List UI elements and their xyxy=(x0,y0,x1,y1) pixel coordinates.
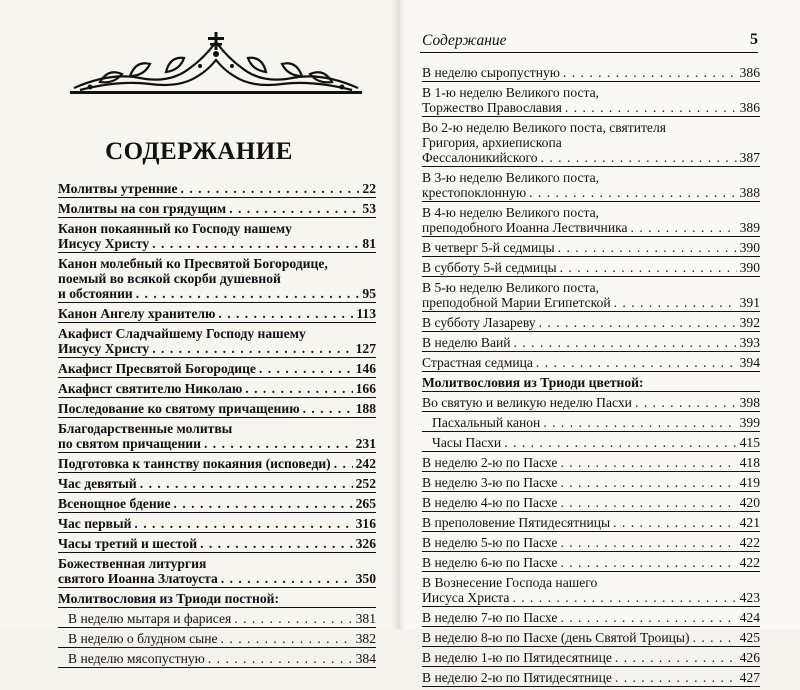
toc-entry xyxy=(58,516,376,533)
toc-entry-text: Последование ко святому причащению xyxy=(58,401,300,416)
toc-entry xyxy=(58,611,376,628)
toc-page-number: 252 xyxy=(355,476,376,491)
toc-entry-text: преподобной Марии Египетской xyxy=(422,295,611,310)
dot-leader xyxy=(200,536,353,551)
dot-leader xyxy=(140,476,353,491)
dot-leader xyxy=(560,455,736,470)
toc-entry xyxy=(422,415,760,432)
toc-entry xyxy=(422,65,760,82)
toc-entry-text: В неделю 8-ю по Пасхе (день Святой Троицы) xyxy=(422,630,690,645)
dot-leader xyxy=(615,670,737,685)
toc-entry-text: В неделю мытаря и фарисея xyxy=(68,611,232,626)
dot-leader xyxy=(615,650,737,665)
toc-entry-text: Божественная литургия xyxy=(58,556,207,571)
toc-entry-text: Во 2-ю неделю Великого поста, святителя xyxy=(422,120,666,135)
headpiece-ornament xyxy=(70,32,362,94)
dot-leader xyxy=(558,240,737,255)
toc-title: СОДЕРЖАНИЕ xyxy=(105,138,293,165)
dot-leader xyxy=(560,475,736,490)
toc-entry-text: Канон покаянный ко Господу нашему xyxy=(58,221,292,236)
toc-entry xyxy=(58,631,376,648)
toc-page-number: 146 xyxy=(355,361,376,376)
toc-entry-text: поемый во всякой скорби душевной xyxy=(58,271,281,286)
dot-leader xyxy=(560,495,736,510)
toc-page-number: 421 xyxy=(739,515,760,530)
toc-entry xyxy=(422,315,760,332)
toc-entry xyxy=(422,610,760,627)
running-head xyxy=(420,30,758,53)
toc-page-number: 265 xyxy=(355,496,376,511)
running-head-title: Содержание xyxy=(422,32,507,49)
toc-entry xyxy=(58,496,376,513)
toc-entry-text: Пасхальный канон xyxy=(432,415,541,430)
toc-entry-text: крестопоклонную xyxy=(422,185,527,200)
right-page xyxy=(398,0,800,685)
toc-page-number: 394 xyxy=(739,355,760,370)
toc-page-number: 425 xyxy=(739,630,760,645)
dot-leader xyxy=(181,181,360,196)
toc-entry xyxy=(58,221,376,253)
toc-page-number: 166 xyxy=(355,381,376,396)
toc-entry xyxy=(422,335,760,352)
toc-entry-text: преподобного Иоанна Лествичника xyxy=(422,220,628,235)
toc-page-number: 427 xyxy=(739,670,760,685)
toc-entry-text: Молитвословия из Триоди постной: xyxy=(58,591,279,606)
toc-entry-text: В 4-ю неделю Великого поста, xyxy=(422,205,600,220)
toc-entry xyxy=(422,355,760,372)
toc-entry-text: Час девятый xyxy=(58,476,137,491)
toc-entry-text: В субботу Лазареву xyxy=(422,315,536,330)
toc-page-number: 386 xyxy=(739,65,760,80)
toc-page-number: 390 xyxy=(739,260,760,275)
dot-leader xyxy=(631,220,737,235)
toc-entry-text: В четверг 5-й седмицы xyxy=(422,240,555,255)
toc-entry xyxy=(58,556,376,588)
toc-entry-text: В неделю сыропустную xyxy=(422,65,560,80)
toc-entry-text: В 1-ю неделю Великого поста, xyxy=(422,85,600,100)
dot-leader xyxy=(174,496,353,511)
toc-entry xyxy=(58,421,376,453)
toc-entry-text: Канон молебный ко Пресвятой Богородице, xyxy=(58,256,328,271)
toc-entry-text: святого Иоанна Златоуста xyxy=(58,571,218,586)
toc-entry-text: В неделю 7-ю по Пасхе xyxy=(422,610,558,625)
toc-entry-text: В неделю Ваий xyxy=(422,335,511,350)
toc-right-list xyxy=(422,65,760,690)
dot-leader xyxy=(234,611,352,626)
toc-entry xyxy=(422,630,760,647)
toc-entry xyxy=(58,591,376,608)
toc-entry-text: Страстная седмица xyxy=(422,355,533,370)
toc-entry xyxy=(422,670,760,687)
dot-leader xyxy=(560,535,736,550)
dot-leader xyxy=(221,631,353,646)
toc-page-number: 392 xyxy=(739,315,760,330)
toc-entry xyxy=(422,435,760,452)
toc-page-number: 398 xyxy=(739,395,760,410)
toc-page-number: 95 xyxy=(362,286,376,301)
dot-leader xyxy=(565,100,737,115)
toc-entry-text: В неделю 6-ю по Пасхе xyxy=(422,555,558,570)
dot-leader xyxy=(536,355,737,370)
toc-entry-text: В Вознесение Господа нашего xyxy=(422,575,598,590)
toc-entry-text: Час первый xyxy=(58,516,132,531)
toc-page-number: 423 xyxy=(739,590,760,605)
toc-page-number: 350 xyxy=(355,571,376,586)
dot-leader xyxy=(152,341,352,356)
toc-entry xyxy=(422,120,760,167)
dot-leader xyxy=(613,515,736,530)
toc-entry-text: Молитвы утренние xyxy=(58,181,178,196)
toc-page-number: 242 xyxy=(355,456,376,471)
toc-entry-text: Часы третий и шестой xyxy=(58,536,198,551)
toc-page-number: 419 xyxy=(739,475,760,490)
toc-entry-text: Акафист Сладчайшему Господу нашему xyxy=(58,326,306,341)
toc-entry-text: Иисуса Христа xyxy=(422,590,510,605)
toc-entry xyxy=(422,650,760,667)
toc-entry xyxy=(422,515,760,532)
page-number: 5 xyxy=(750,31,758,48)
toc-entry xyxy=(422,170,760,202)
dot-leader xyxy=(208,651,353,666)
dot-leader xyxy=(136,286,360,301)
toc-entry xyxy=(422,85,760,117)
toc-entry xyxy=(58,401,376,418)
toc-entry-text: В неделю мясопустную xyxy=(68,651,205,666)
toc-entry-text: В 5-ю неделю Великого поста, xyxy=(422,280,600,295)
toc-entry-text: В неделю 5-ю по Пасхе xyxy=(422,535,558,550)
toc-entry-text: Григория, архиепископа xyxy=(422,135,562,150)
toc-entry-text: В неделю 1-ю по Пятидесятнице xyxy=(422,650,612,665)
dot-leader xyxy=(134,516,352,531)
toc-page-number: 422 xyxy=(739,535,760,550)
toc-page-number: 399 xyxy=(739,415,760,430)
dot-leader xyxy=(504,435,736,450)
toc-page-number: 188 xyxy=(355,401,376,416)
toc-entry xyxy=(422,205,760,237)
toc-page-number: 422 xyxy=(739,555,760,570)
dot-leader xyxy=(539,315,737,330)
dot-leader xyxy=(229,201,359,216)
toc-page-number: 391 xyxy=(739,295,760,310)
toc-entry xyxy=(422,375,760,392)
toc-entry-text: Иисусу Христу xyxy=(58,236,150,251)
toc-page-number: 388 xyxy=(739,185,760,200)
toc-entry-text: Благодарственные молитвы xyxy=(58,421,233,436)
toc-page-number: 393 xyxy=(739,335,760,350)
toc-entry-text: и обстоянии xyxy=(58,286,133,301)
toc-page-number: 127 xyxy=(355,341,376,356)
toc-page-number: 387 xyxy=(739,150,760,165)
toc-entry xyxy=(422,240,760,257)
book-gutter-shadow xyxy=(392,0,406,629)
toc-entry-text: Канон Ангелу хранителю xyxy=(58,306,216,321)
dot-leader xyxy=(303,401,353,416)
toc-entry xyxy=(422,575,760,607)
dot-leader xyxy=(514,335,737,350)
toc-entry xyxy=(58,476,376,493)
toc-page-number: 113 xyxy=(356,306,376,321)
toc-entry-text: Молитвы на сон грядущим xyxy=(58,201,227,216)
toc-entry xyxy=(422,455,760,472)
toc-entry xyxy=(58,381,376,398)
toc-entry-text: Фессалоникийского xyxy=(422,150,538,165)
dot-leader xyxy=(512,590,736,605)
toc-entry-text: В неделю 4-ю по Пасхе xyxy=(422,495,558,510)
toc-entry xyxy=(422,475,760,492)
toc-entry xyxy=(58,536,376,553)
dot-leader xyxy=(563,65,737,80)
toc-entry-text: В 3-ю неделю Великого поста, xyxy=(422,170,600,185)
toc-left-list xyxy=(58,181,376,671)
toc-page-number: 53 xyxy=(362,201,376,216)
toc-entry xyxy=(58,456,376,473)
toc-page-number: 424 xyxy=(739,610,760,625)
toc-entry xyxy=(422,495,760,512)
dot-leader xyxy=(221,571,353,586)
toc-entry-text: Акафист Пресвятой Богородице xyxy=(58,361,256,376)
toc-page-number: 22 xyxy=(362,181,376,196)
dot-leader xyxy=(693,630,737,645)
toc-page-number: 389 xyxy=(739,220,760,235)
toc-entry xyxy=(422,535,760,552)
toc-entry xyxy=(58,201,376,218)
toc-entry xyxy=(58,326,376,358)
dot-leader xyxy=(259,361,353,376)
toc-page-number: 316 xyxy=(355,516,376,531)
dot-leader xyxy=(543,415,736,430)
toc-entry-text: Всенощное бдение xyxy=(58,496,171,511)
left-page xyxy=(0,0,398,666)
dot-leader xyxy=(541,150,737,165)
toc-entry-text: Акафист святителю Николаю xyxy=(58,381,243,396)
toc-page-number: 81 xyxy=(362,236,376,251)
toc-entry-text: В субботу 5-й седмицы xyxy=(422,260,557,275)
dot-leader xyxy=(614,295,737,310)
dot-leader xyxy=(529,185,736,200)
dot-leader xyxy=(218,306,353,321)
toc-page-number: 420 xyxy=(739,495,760,510)
toc-entry-text: Во святую и великую неделю Пасхи xyxy=(422,395,632,410)
toc-entry xyxy=(422,260,760,277)
toc-entry-text: Часы Пасхи xyxy=(432,435,502,450)
toc-page-number: 415 xyxy=(739,435,760,450)
toc-entry-text: В преполовение Пятидесятницы xyxy=(422,515,611,530)
dot-leader xyxy=(152,236,359,251)
toc-page-number: 384 xyxy=(355,651,376,666)
dot-leader xyxy=(560,555,736,570)
toc-page-number: 386 xyxy=(739,100,760,115)
toc-entry-text: Иисусу Христу xyxy=(58,341,150,356)
toc-entry xyxy=(58,306,376,323)
toc-page-number: 426 xyxy=(739,650,760,665)
dot-leader xyxy=(560,610,736,625)
toc-entry-text: Торжество Православия xyxy=(422,100,562,115)
toc-entry-text: Подготовка к таинству покаяния (исповеди) xyxy=(58,456,331,471)
dot-leader xyxy=(245,381,352,396)
toc-entry-text: В неделю 2-ю по Пасхе xyxy=(422,455,558,470)
toc-entry xyxy=(58,181,376,198)
dot-leader xyxy=(334,456,353,471)
toc-entry xyxy=(58,651,376,668)
toc-entry xyxy=(58,361,376,378)
toc-page-number: 390 xyxy=(739,240,760,255)
toc-entry xyxy=(422,555,760,572)
toc-entry-text: В неделю 3-ю по Пасхе xyxy=(422,475,558,490)
toc-entry-text: В неделю 2-ю по Пятидесятнице xyxy=(422,670,612,685)
toc-entry-text: по святом причащении xyxy=(58,436,201,451)
toc-page-number: 381 xyxy=(355,611,376,626)
toc-entry-text: В неделю о блудном сыне xyxy=(68,631,218,646)
toc-page-number: 231 xyxy=(355,436,376,451)
dot-leader xyxy=(635,395,737,410)
toc-page-number: 326 xyxy=(355,536,376,551)
dot-leader xyxy=(560,260,737,275)
dot-leader xyxy=(204,436,353,451)
toc-entry xyxy=(58,256,376,303)
toc-page-number: 418 xyxy=(739,455,760,470)
toc-page-number: 382 xyxy=(355,631,376,646)
toc-entry xyxy=(422,280,760,312)
toc-entry xyxy=(422,395,760,412)
toc-entry-text: Молитвословия из Триоди цветной: xyxy=(422,375,644,390)
